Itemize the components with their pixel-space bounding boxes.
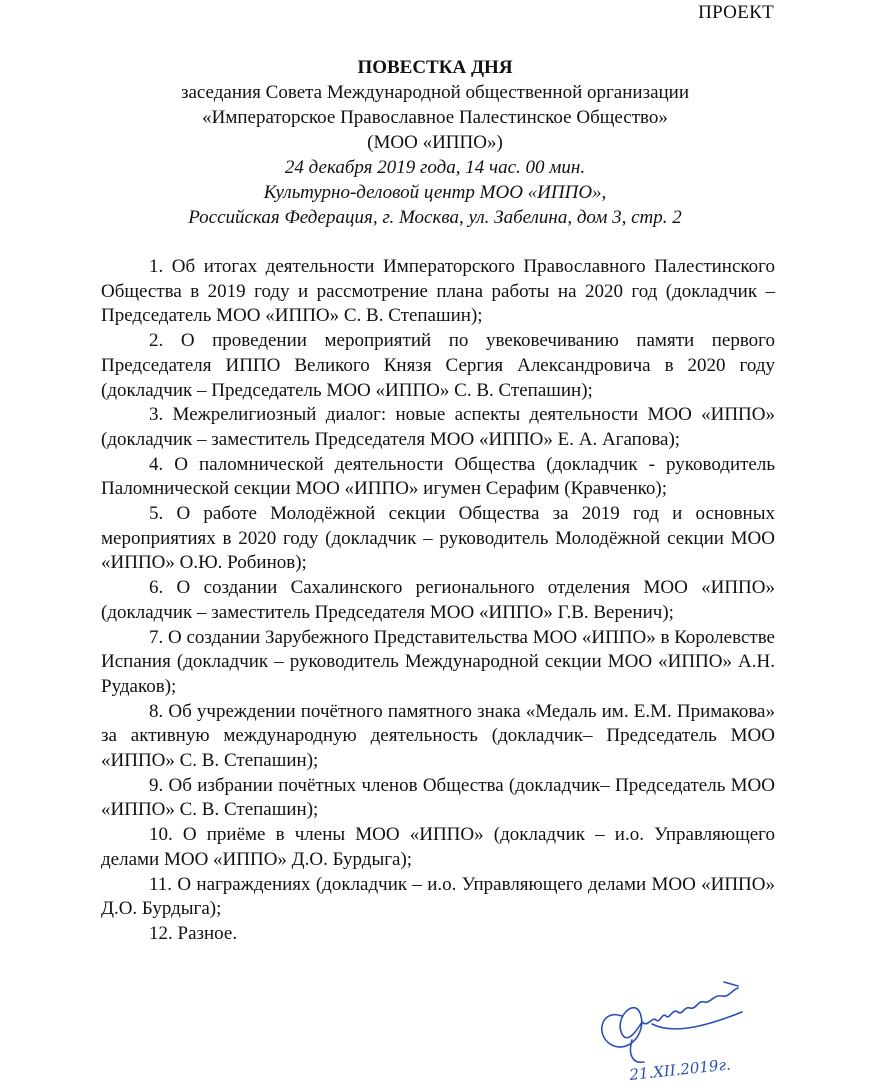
agenda-list [101, 255, 775, 947]
agenda-item: 2. О проведении мероприятий по увековечиванию памяти первого Председателя ИППО Великого Князя Сергия Александровича в 2020 году (докладчик – Председатель МОО «ИППО» С. В. Степашин); [101, 330, 775, 401]
document-header [0, 55, 870, 230]
agenda-item: 4. О паломнической деятельности Общества (докладчик - руководитель Паломнической секции МОО «ИППО» игумен Серафим (Кравченко); [101, 453, 775, 500]
svg-text:21.XII.2019г.: 21.XII.2019г. [628, 1055, 732, 1084]
meeting-address: Российская Федерация, г. Москва, ул. Забелина, дом 3, стр. 2 [188, 207, 682, 228]
agenda-item: 6. О создании Сахалинского регионального отделения МОО «ИППО» (докладчик – заместитель Председателя МОО «ИППО» Г.В. Веренич); [101, 577, 775, 623]
agenda-item: 3. Межрелигиозный диалог: новые аспекты деятельности МОО «ИППО» (докладчик – заместитель Председателя МОО «ИППО» Е. А. Агапова); [101, 404, 775, 450]
document-title: ПОВЕСТКА ДНЯ [357, 57, 513, 78]
agenda-item: 10. О приёме в члены МОО «ИППО» (докладчик – и.о. Управляющего делами МОО «ИППО» Д.О. Бурдыга); [101, 824, 775, 870]
agenda-item: 12. Разное. [149, 922, 238, 944]
draft-stamp: ПРОЕКТ [698, 2, 774, 23]
header-line-2: «Императорское Православное Палестинское Общество» [202, 107, 668, 128]
agenda-item: 7. О создании Зарубежного Представительства МОО «ИППО» в Королевстве Испания (докладчик – руководитель Международной секции МОО «ИППО» А.Н. Рудаков); [101, 626, 775, 697]
signature-ink [602, 982, 742, 1062]
handwritten-signature [592, 968, 792, 1088]
agenda-item: 9. Об избрании почётных членов Общества (докладчик– Председатель МОО «ИППО» С. В. Степашин); [101, 774, 775, 821]
handwritten-date-drawing [628, 1055, 732, 1084]
agenda-item: 5. О работе Молодёжной секции Общества за 2019 год и основных мероприятиях в 2020 году (докладчик – руководитель Молодёжной секции МОО «ИППО» О.Ю. Робинов); [101, 503, 775, 574]
agenda-item: 1. Об итогах деятельности Императорского Православного Палестинского Общества в 2019 году и рассмотрение плана работы на 2020 год (докладчик – Председатель МОО «ИППО» С. В. Степашин); [101, 256, 775, 327]
agenda-item: 11. О награждениях (докладчик – и.о. Управляющего делами МОО «ИППО» Д.О. Бурдыга); [101, 873, 775, 920]
meeting-date: 24 декабря 2019 года, 14 час. 00 мин. [284, 157, 586, 178]
agenda-item: 8. Об учреждении почётного памятного знака «Медаль им. Е.М. Примакова» за активную международную деятельность (докладчик– Председатель МОО «ИППО» С. В. Степашин); [101, 700, 775, 772]
meeting-venue: Культурно-деловой центр МОО «ИППО», [263, 182, 607, 203]
header-line-3: (МОО «ИППО») [367, 132, 503, 153]
header-line-1: заседания Совета Международной общественной организации [180, 82, 690, 103]
